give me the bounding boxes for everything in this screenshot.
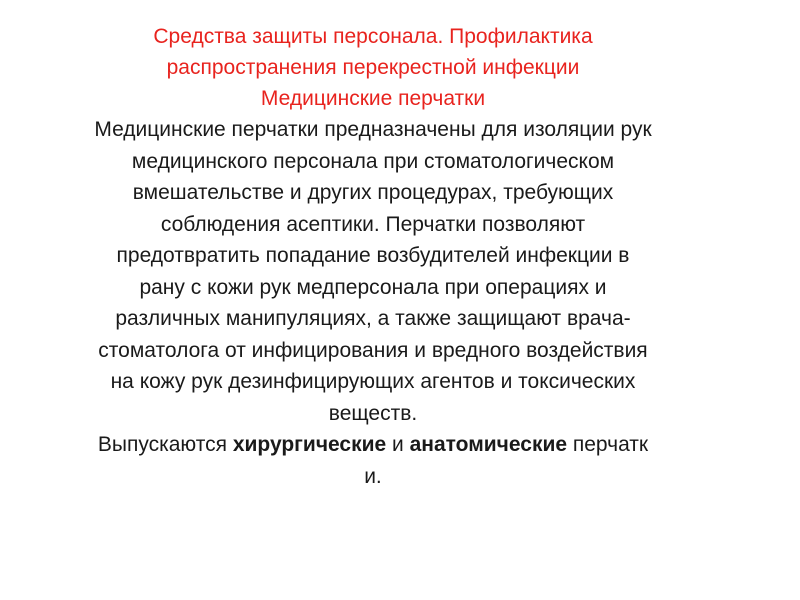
body-line-2: медицинского персонала при стоматологическом	[131, 149, 615, 173]
release-prefix: Выпускаются	[97, 433, 233, 456]
title-line-3: Медицинские перчатки	[260, 87, 486, 110]
body-line-4: соблюдения асептики. Перчатки позволяют	[160, 212, 586, 236]
release-line-end: и.	[364, 464, 382, 488]
body-line-10: веществ.	[328, 401, 418, 425]
slide-title	[0, 21, 746, 114]
body-line-7: различных манипуляциях, а также защищают врача-	[115, 307, 631, 330]
body-line-6: рану с кожи рук медперсонала при операциях и	[139, 275, 607, 299]
body-line-3: вмешательстве и других процедурах, требующих	[132, 181, 614, 204]
title-line-1: Средства защиты персонала. Профилактика	[153, 25, 593, 48]
release-line	[0, 429, 746, 461]
title-line-2: распространения перекрестной инфекции	[166, 56, 580, 79]
body-line-5: предотвратить попадание возбудителей инфекции в	[116, 244, 630, 267]
release-and: и	[386, 433, 410, 456]
slide-body-text	[0, 114, 746, 492]
release-suffix-a: перчатк	[567, 433, 649, 456]
body-line-8: стоматолога от инфицирования и вредного воздействия	[98, 338, 648, 362]
surgical-gloves-term: хирургические	[232, 433, 387, 456]
anatomical-gloves-term: анатомические	[409, 433, 568, 456]
body-line-9: на кожу рук дезинфицирующих агентов и токсических	[110, 370, 636, 393]
body-line-1: Медицинские перчатки предназначены для изоляции рук	[94, 118, 652, 141]
